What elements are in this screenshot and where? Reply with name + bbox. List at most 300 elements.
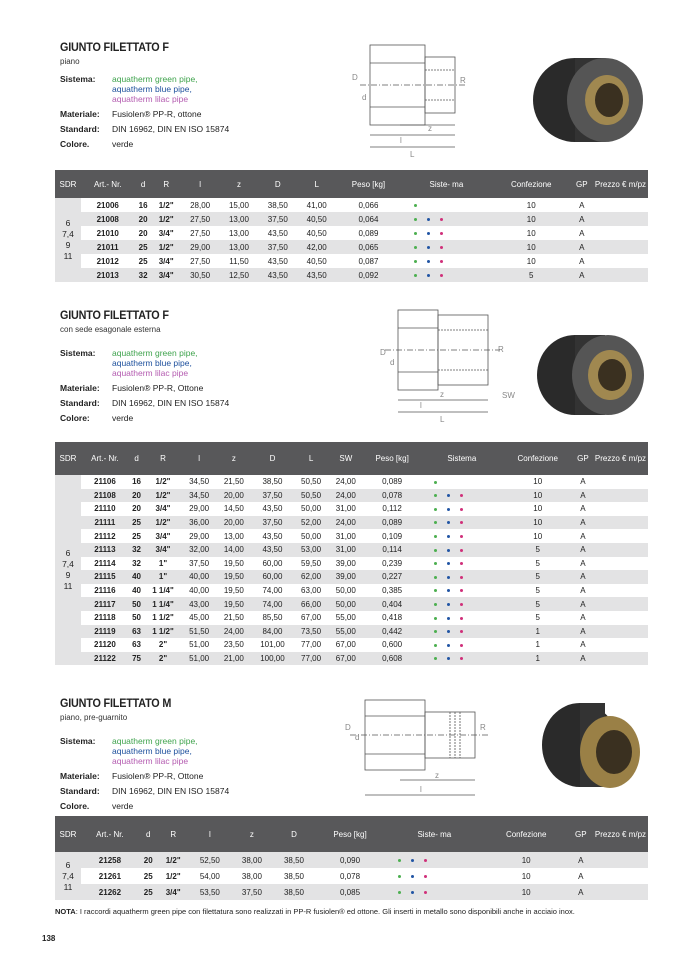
materiale-value: Fusiolen® PP-R, Ottone xyxy=(112,771,204,781)
table-cell: 11,50 xyxy=(229,256,249,266)
table-cell: 0,092 xyxy=(336,268,401,282)
table-cell: 21111 xyxy=(81,516,129,530)
system-dot-blue xyxy=(427,274,430,277)
table-cell xyxy=(593,638,648,652)
table-cell: A xyxy=(571,268,593,282)
system-dot-lilac xyxy=(460,644,463,647)
table-cell: 50,00 xyxy=(301,504,322,514)
system-green: aquatherm green pipe, xyxy=(112,736,198,746)
dim-R: R xyxy=(460,76,466,85)
system-dot-green xyxy=(434,494,437,497)
table-cell: 67,00 xyxy=(328,652,363,666)
table-cell: 38,00 xyxy=(241,871,262,881)
column-header: Siste- ma xyxy=(385,816,484,852)
sistema-dots xyxy=(421,489,503,503)
table-cell: 21113 xyxy=(81,543,129,557)
column-header: Art.- Nr. xyxy=(81,816,139,852)
system-blue: aquatherm blue pipe, xyxy=(112,746,192,756)
column-header: SDR xyxy=(55,170,81,198)
sistema-dots xyxy=(421,638,503,652)
table-cell: 40,50 xyxy=(306,228,327,238)
table-cell: 100,00 xyxy=(251,652,293,666)
system-dot-blue xyxy=(447,657,450,660)
sistema-dots xyxy=(401,226,492,240)
sdr-cell xyxy=(55,198,81,282)
table-cell: 0,085 xyxy=(315,884,385,900)
column-header: D xyxy=(251,442,293,475)
table-cell: 10 xyxy=(503,516,573,530)
system-dot-lilac xyxy=(440,218,443,221)
table-cell: 2" xyxy=(158,640,168,650)
technical-drawing-1 xyxy=(340,35,490,165)
table-cell: 0,385 xyxy=(382,586,403,596)
table-cell xyxy=(593,240,648,254)
table-cell: 3/4" xyxy=(155,504,171,514)
column-header: Prezzo € m/pz xyxy=(593,170,648,198)
table-cell: A xyxy=(573,516,593,530)
table-cell: 10 xyxy=(526,228,536,238)
table-cell: 67,00 xyxy=(301,613,322,623)
table-row xyxy=(55,852,648,868)
system-dot-lilac xyxy=(460,535,463,538)
table-cell: 10 xyxy=(533,477,543,487)
table-cell: 5 xyxy=(503,597,573,611)
sdr-value: 9 xyxy=(65,570,71,581)
table-cell: 55,00 xyxy=(335,613,356,623)
table-cell: 20,00 xyxy=(216,516,251,530)
table-cell: 43,50 xyxy=(251,543,293,557)
table-cell: 16 xyxy=(138,200,148,210)
table-cell: 55,00 xyxy=(328,625,363,639)
sistema-dots xyxy=(421,557,503,571)
table-row xyxy=(55,557,648,571)
table-row xyxy=(55,543,648,557)
table-cell: 25 xyxy=(138,256,148,266)
table-cell: A xyxy=(573,570,593,584)
table-cell: 3/4" xyxy=(158,884,189,900)
dim-z: z xyxy=(440,390,444,399)
table-cell: 24,00 xyxy=(328,516,363,530)
colore-value: verde xyxy=(112,139,134,149)
system-dot-blue xyxy=(447,521,450,524)
table-row xyxy=(55,529,648,543)
table-cell: A xyxy=(573,597,593,611)
table-cell: 50 xyxy=(132,613,141,623)
table-cell: 21262 xyxy=(81,884,139,900)
table-cell: 1" xyxy=(158,558,168,568)
dim-z: z xyxy=(435,771,439,780)
table-cell: 14,00 xyxy=(216,543,251,557)
table-row xyxy=(55,212,648,226)
table-cell: 25 xyxy=(132,531,141,541)
table-row xyxy=(55,638,648,652)
table-cell xyxy=(593,212,648,226)
table-cell: 101,00 xyxy=(260,640,285,650)
table-cell: 0,089 xyxy=(382,477,403,487)
system-dot-lilac xyxy=(460,549,463,552)
table-cell: 13,00 xyxy=(223,531,244,541)
system-dot-blue xyxy=(447,535,450,538)
table-cell: 31,00 xyxy=(335,531,356,541)
sdr-value: 11 xyxy=(63,251,73,261)
system-dot-green xyxy=(434,549,437,552)
table-cell: 0,064 xyxy=(336,212,401,226)
materiale-value: Fusiolen® PP-R, Ottone xyxy=(112,383,204,393)
table-cell: 42,00 xyxy=(297,240,336,254)
table-cell: 40,50 xyxy=(297,212,336,226)
table-cell: 67,00 xyxy=(335,640,356,650)
table-cell: 19,50 xyxy=(216,597,251,611)
system-dot-lilac xyxy=(424,875,427,878)
table-cell: 21115 xyxy=(81,570,129,584)
table-cell: 3/4" xyxy=(158,228,174,238)
footnote xyxy=(55,907,575,916)
column-header: z xyxy=(231,816,273,852)
table-cell: 21117 xyxy=(81,597,129,611)
table-cell xyxy=(593,543,648,557)
table-cell: 43,50 xyxy=(267,256,288,266)
sistema-dots xyxy=(385,868,484,884)
technical-drawing-2 xyxy=(370,300,530,425)
sdr-value: 7,4 xyxy=(62,559,74,570)
sdr-value: 11 xyxy=(63,581,73,592)
table-cell: 73,50 xyxy=(294,625,329,639)
table-cell: 52,50 xyxy=(189,852,231,868)
table-cell: 0,608 xyxy=(363,652,421,666)
table-cell: 3/4" xyxy=(158,256,174,266)
dim-D: D xyxy=(345,723,351,732)
table-cell xyxy=(593,611,648,625)
column-header: SDR xyxy=(55,816,81,852)
table-cell: 1/2" xyxy=(158,200,174,210)
table-cell: 1 1/2" xyxy=(144,625,181,639)
table-cell: A xyxy=(571,240,593,254)
table-cell: 1/2" xyxy=(144,489,181,503)
table-header-row xyxy=(55,442,648,475)
sistema-dots xyxy=(401,212,492,226)
table-cell: 40 xyxy=(132,586,141,596)
column-header: l xyxy=(182,442,217,475)
table-cell: 20 xyxy=(138,228,148,238)
column-header: SW xyxy=(328,442,363,475)
table-cell xyxy=(593,198,648,212)
colore-label: Colore. xyxy=(60,139,90,149)
table-cell: 21258 xyxy=(81,852,139,868)
table-cell: 37,50 xyxy=(189,558,210,568)
table-cell: 39,00 xyxy=(328,570,363,584)
table-cell: 0,089 xyxy=(358,228,379,238)
table-cell: 77,00 xyxy=(294,652,329,666)
table-cell: 1 xyxy=(535,640,540,650)
system-dot-green xyxy=(398,859,401,862)
table-cell: 0,090 xyxy=(315,852,385,868)
system-green: aquatherm green pipe, xyxy=(112,74,198,84)
table-cell: A xyxy=(573,625,593,639)
table-cell: 24,00 xyxy=(216,625,251,639)
sistema-dots xyxy=(421,543,503,557)
sdr-cell xyxy=(55,475,81,665)
column-header: L xyxy=(297,170,336,198)
table-cell: A xyxy=(573,652,593,666)
column-header: d xyxy=(134,170,151,198)
product-table-3 xyxy=(55,816,648,900)
table-cell: 32,00 xyxy=(182,543,217,557)
table-cell: 0,066 xyxy=(358,200,379,210)
table-cell: 0,404 xyxy=(363,597,421,611)
table-cell: 1 1/4" xyxy=(152,586,174,596)
column-header: Peso [kg] xyxy=(363,442,421,475)
column-header: Confezione xyxy=(503,442,573,475)
column-header: GP xyxy=(571,170,593,198)
table-cell: 21006 xyxy=(96,200,119,210)
system-dot-green xyxy=(434,521,437,524)
table-cell: 3/4" xyxy=(155,531,171,541)
system-dot-blue xyxy=(447,508,450,511)
sdr-value: 7,4 xyxy=(62,870,74,881)
table-cell: A xyxy=(573,489,593,503)
table-cell: 63 xyxy=(129,625,144,639)
table-cell: 27,50 xyxy=(181,212,220,226)
table-cell xyxy=(593,475,648,489)
page-number: 138 xyxy=(42,934,56,943)
table-cell: 40,00 xyxy=(182,570,217,584)
table-cell: 10 xyxy=(526,256,536,266)
table-cell: 45,00 xyxy=(189,613,210,623)
table-cell: 32 xyxy=(134,268,151,282)
system-dot-green xyxy=(414,260,417,263)
table-cell: 38,50 xyxy=(267,200,288,210)
product-photo-3 xyxy=(540,690,660,810)
table-row xyxy=(55,584,648,598)
table-cell: A xyxy=(580,558,586,568)
system-dot-blue xyxy=(447,494,450,497)
table-cell: 75 xyxy=(129,652,144,666)
table-cell: 74,00 xyxy=(251,597,293,611)
table-cell: 63,00 xyxy=(301,586,322,596)
sistema-dots xyxy=(421,611,503,625)
table-cell xyxy=(593,597,648,611)
table-cell: 24,00 xyxy=(328,489,363,503)
sdr-value: 9 xyxy=(65,240,71,250)
colore-label: Colore. xyxy=(60,801,90,811)
column-header: z xyxy=(220,170,259,198)
table-cell: 19,50 xyxy=(223,558,244,568)
system-dot-lilac xyxy=(460,657,463,660)
table-cell: 51,00 xyxy=(182,652,217,666)
column-header: Art.- Nr. xyxy=(81,170,134,198)
system-dot-green xyxy=(414,232,417,235)
table-row xyxy=(55,254,648,268)
table-cell: 85,50 xyxy=(262,613,283,623)
table-cell: 10 xyxy=(492,240,571,254)
column-header: D xyxy=(258,170,297,198)
technical-drawing-3 xyxy=(330,690,510,810)
table-cell: 43,50 xyxy=(258,268,297,282)
system-dot-blue xyxy=(427,232,430,235)
table-row xyxy=(55,489,648,503)
table-cell: 27,50 xyxy=(190,256,211,266)
table-cell xyxy=(593,489,648,503)
table-cell: 20 xyxy=(129,489,144,503)
system-dot-lilac xyxy=(424,891,427,894)
table-cell: 16 xyxy=(132,477,141,487)
system-dot-green xyxy=(434,617,437,620)
table-cell: 20 xyxy=(134,212,151,226)
sistema-dots xyxy=(385,884,484,900)
system-dot-blue xyxy=(447,603,450,606)
table-cell: 51,50 xyxy=(182,625,217,639)
system-dot-green xyxy=(434,603,437,606)
table-cell: 1/2" xyxy=(144,516,181,530)
sistema-dots xyxy=(385,852,484,868)
product-properties xyxy=(60,74,229,149)
table-row xyxy=(55,198,648,212)
table-row xyxy=(55,597,648,611)
system-dot-blue xyxy=(427,246,430,249)
table-cell: 51,00 xyxy=(189,640,210,650)
table-cell: 0,227 xyxy=(363,570,421,584)
table-cell: 29,00 xyxy=(189,531,210,541)
sdr-value: 6 xyxy=(65,218,71,228)
table-cell xyxy=(593,254,648,268)
table-cell: 0,078 xyxy=(363,489,421,503)
sistema-dots xyxy=(421,570,503,584)
table-cell: A xyxy=(580,586,586,596)
table-cell: 20 xyxy=(139,852,158,868)
table-cell: 21,50 xyxy=(223,613,244,623)
table-cell: 21,00 xyxy=(216,652,251,666)
system-dot-green xyxy=(434,589,437,592)
table-cell: 50 xyxy=(129,597,144,611)
system-dot-lilac xyxy=(460,508,463,511)
table-cell: 24,00 xyxy=(335,477,356,487)
table-cell: 10 xyxy=(484,852,569,868)
table-row xyxy=(55,240,648,254)
sdr-value: 7,4 xyxy=(62,229,74,239)
table-row xyxy=(55,884,648,900)
table-cell: 60,00 xyxy=(251,570,293,584)
table-cell: 37,50 xyxy=(251,516,293,530)
table-cell: A xyxy=(580,477,586,487)
table-cell: 30,50 xyxy=(181,268,220,282)
product-table-1 xyxy=(55,170,648,282)
sdr-value: 11 xyxy=(63,881,73,892)
table-row xyxy=(55,475,648,489)
system-dot-green xyxy=(414,218,417,221)
system-green: aquatherm green pipe, xyxy=(112,348,198,358)
table-cell: 0,418 xyxy=(382,613,403,623)
system-dot-blue xyxy=(427,218,430,221)
table-cell: 32 xyxy=(129,543,144,557)
dim-SW: SW xyxy=(502,391,515,400)
table-cell: 54,00 xyxy=(199,871,220,881)
product-section-1 xyxy=(60,40,229,154)
column-header: Prezzo € m/pz xyxy=(593,816,648,852)
table-cell: 40,00 xyxy=(189,586,210,596)
materiale-value: Fusiolen® PP-R, ottone xyxy=(112,109,202,119)
table-row xyxy=(55,226,648,240)
table-cell: 0,442 xyxy=(363,625,421,639)
table-cell: 0,239 xyxy=(382,558,403,568)
table-cell: A xyxy=(571,212,593,226)
table-cell: A xyxy=(569,884,593,900)
column-header: d xyxy=(129,442,144,475)
table-cell xyxy=(593,584,648,598)
table-cell: 50,00 xyxy=(328,597,363,611)
table-cell xyxy=(593,529,648,543)
system-dot-blue xyxy=(447,644,450,647)
table-cell: 43,00 xyxy=(182,597,217,611)
product-title: GIUNTO FILETTATO M xyxy=(60,696,172,710)
table-cell: 10 xyxy=(503,489,573,503)
system-dot-lilac xyxy=(460,521,463,524)
materiale-label: Materiale: xyxy=(60,383,100,393)
dim-z: z xyxy=(428,124,432,133)
sistema-dots xyxy=(401,268,492,282)
table-cell: 0,600 xyxy=(382,640,403,650)
table-cell: 1/2" xyxy=(165,871,181,881)
system-dot-lilac xyxy=(440,246,443,249)
table-cell: 74,00 xyxy=(262,586,283,596)
table-cell: 20 xyxy=(132,504,141,514)
table-cell: 1 1/2" xyxy=(152,613,174,623)
table-cell: 1 1/4" xyxy=(144,597,181,611)
table-cell: 0,087 xyxy=(358,256,379,266)
column-header: GP xyxy=(573,442,593,475)
table-cell: 62,00 xyxy=(294,570,329,584)
column-header: Siste- ma xyxy=(401,170,492,198)
dim-L: L xyxy=(440,415,445,424)
table-cell: A xyxy=(580,640,586,650)
sdr-cell xyxy=(55,852,81,900)
table-row xyxy=(55,652,648,666)
table-cell: 5 xyxy=(503,543,573,557)
table-cell xyxy=(593,625,648,639)
system-dot-green xyxy=(434,630,437,633)
system-dot-green xyxy=(434,535,437,538)
table-cell: 1/2" xyxy=(158,852,189,868)
system-dot-blue xyxy=(447,549,450,552)
note-label: NOTA xyxy=(55,907,76,916)
product-subtitle: piano, pre-guarnito xyxy=(60,713,128,722)
table-cell: 38,50 xyxy=(273,884,315,900)
table-cell: 37,50 xyxy=(251,489,293,503)
table-header-row xyxy=(55,170,648,198)
table-cell: A xyxy=(579,228,585,238)
table-cell: A xyxy=(580,504,586,514)
sistema-dots xyxy=(401,240,492,254)
table-cell xyxy=(593,868,648,884)
table-cell: 38,50 xyxy=(273,852,315,868)
system-blue: aquatherm blue pipe, xyxy=(112,358,192,368)
system-dot-lilac xyxy=(460,630,463,633)
system-dot-green xyxy=(398,891,401,894)
table-cell: 10 xyxy=(533,504,543,514)
standard-value: DIN 16962, DIN EN ISO 15874 xyxy=(112,398,230,408)
table-cell: 21,50 xyxy=(223,477,244,487)
product-table-2 xyxy=(55,442,648,665)
column-header: GP xyxy=(569,816,593,852)
table-cell: 0,114 xyxy=(363,543,421,557)
system-lilac: aquatherm lilac pipe xyxy=(112,756,189,766)
column-header: l xyxy=(181,170,220,198)
dim-l: l xyxy=(400,136,402,145)
table-cell: 27,50 xyxy=(190,228,211,238)
dim-R: R xyxy=(498,345,504,354)
table-cell: 1/2" xyxy=(152,212,181,226)
standard-value: DIN 16962, DIN EN ISO 15874 xyxy=(112,124,230,134)
table-cell: 21112 xyxy=(94,531,116,541)
